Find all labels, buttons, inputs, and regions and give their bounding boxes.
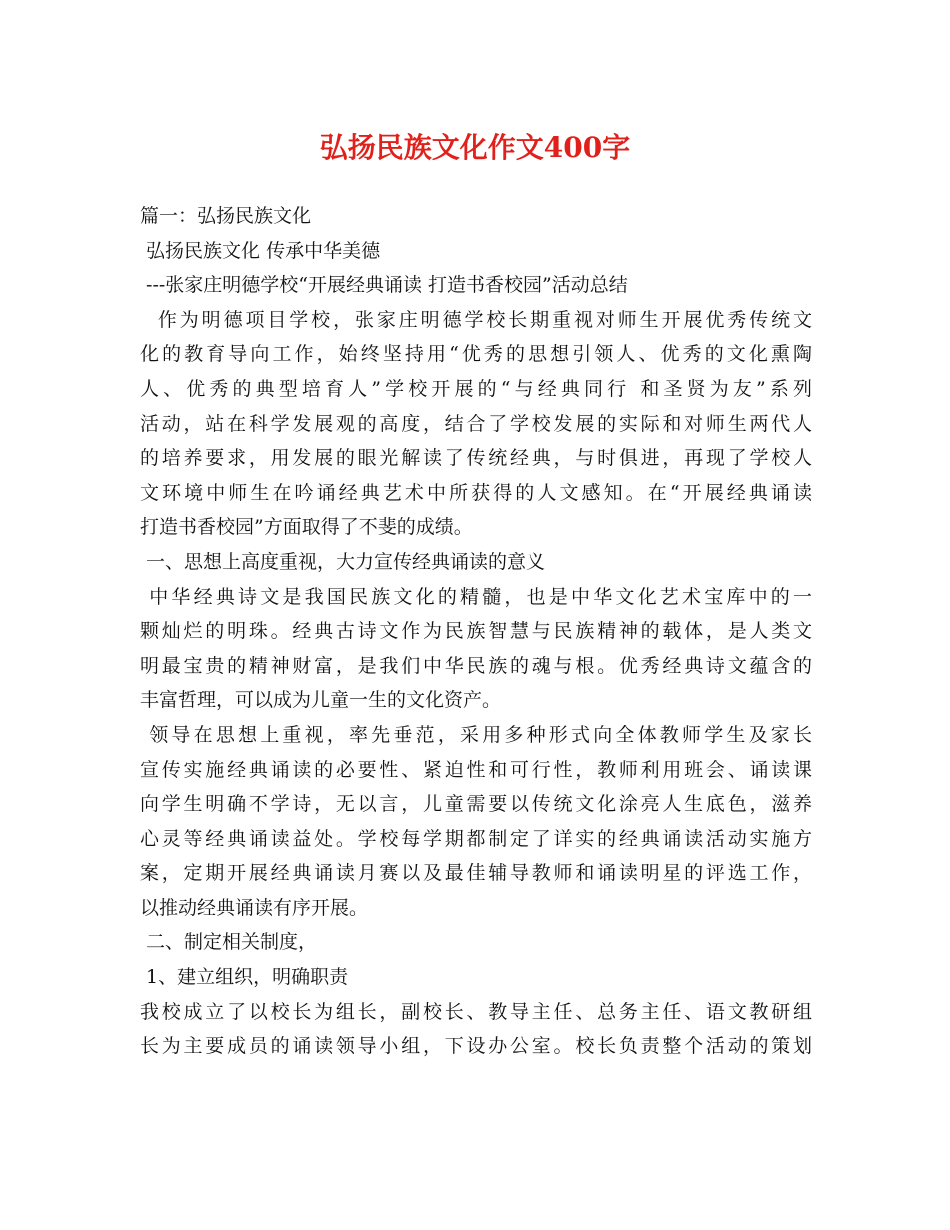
paragraph-line: 明最宝贵的精神财富，是我们中华民族的魂与根。优秀经典诗文蕴含的 bbox=[140, 654, 812, 677]
paragraph-line: 我校成立了以校长为组长，副校长、教导主任、总务主任、语文教研组 bbox=[140, 1000, 812, 1023]
paragraph-line: 长为主要成员的诵读领导小组，下设办公室。校长负责整个活动的策划 bbox=[140, 1035, 812, 1058]
section-heading: 篇一：弘扬民族文化 bbox=[140, 205, 312, 227]
paragraph-line: 宣传实施经典诵读的必要性、紧迫性和可行性，教师利用班会、诵读课 bbox=[140, 758, 812, 781]
paragraph-line: 人、优秀的典型培育人”学校开展的“与经典同行 和圣贤为友”系列 bbox=[140, 377, 812, 400]
paragraph-line: 中华经典诗文是我国民族文化的精髓，也是中华文化艺术宝库中的一 bbox=[140, 585, 812, 608]
document-body bbox=[140, 199, 812, 1064]
paragraph-line: 向学生明确不学诗，无以言，儿童需要以传统文化涂亮人生底色，滋养 bbox=[140, 793, 812, 816]
document-title: 弘扬民族文化作文400字 bbox=[319, 131, 631, 164]
paragraph-line: 打造书香校园”方面取得了不斐的成绩。 bbox=[140, 516, 473, 539]
paragraph-line: 活动，站在科学发展观的高度，结合了学校发展的实际和对师生两代人 bbox=[140, 412, 812, 435]
paragraph-line: 文环境中师生在吟诵经典艺术中所获得的人文感知。在“开展经典诵读 bbox=[140, 481, 812, 504]
paragraph-line: 丰富哲理，可以成为儿童一生的文化资产。 bbox=[140, 689, 502, 712]
paragraph-line: 的培养要求，用发展的眼光解读了传统经典，与时俱进，再现了学校人 bbox=[140, 447, 812, 470]
section-heading: 二、制定相关制度， bbox=[140, 931, 318, 954]
subtitle-line: 弘扬民族文化 传承中华美德 bbox=[140, 239, 381, 262]
subsection-heading: 1、建立组织，明确职责 bbox=[140, 966, 349, 989]
paragraph-line: 以推动经典诵读有序开展。 bbox=[140, 896, 369, 919]
paragraph-line: 心灵等经典诵读益处。学校每学期都制定了详实的经典诵读活动实施方 bbox=[140, 827, 812, 850]
paragraph-line: 颗灿烂的明珠。经典古诗文作为民族智慧与民族精神的载体，是人类文 bbox=[140, 620, 812, 643]
paragraph-line: 作为明德项目学校，张家庄明德学校长期重视对师生开展优秀传统文 bbox=[140, 308, 812, 331]
subtitle-line: ---张家庄明德学校“开展经典诵读 打造书香校园”活动总结 bbox=[140, 274, 628, 297]
paragraph-line: 领导在思想上重视，率先垂范，采用多种形式向全体教师学生及家长 bbox=[140, 723, 812, 746]
paragraph-line: 化的教育导向工作，始终坚持用“优秀的思想引领人、优秀的文化熏陶 bbox=[140, 343, 812, 366]
paragraph-line: 案，定期开展经典诵读月赛以及最佳辅导教师和诵读明星的评选工作， bbox=[140, 862, 812, 885]
section-heading: 一、思想上高度重视，大力宣传经典诵读的意义 bbox=[140, 550, 546, 573]
